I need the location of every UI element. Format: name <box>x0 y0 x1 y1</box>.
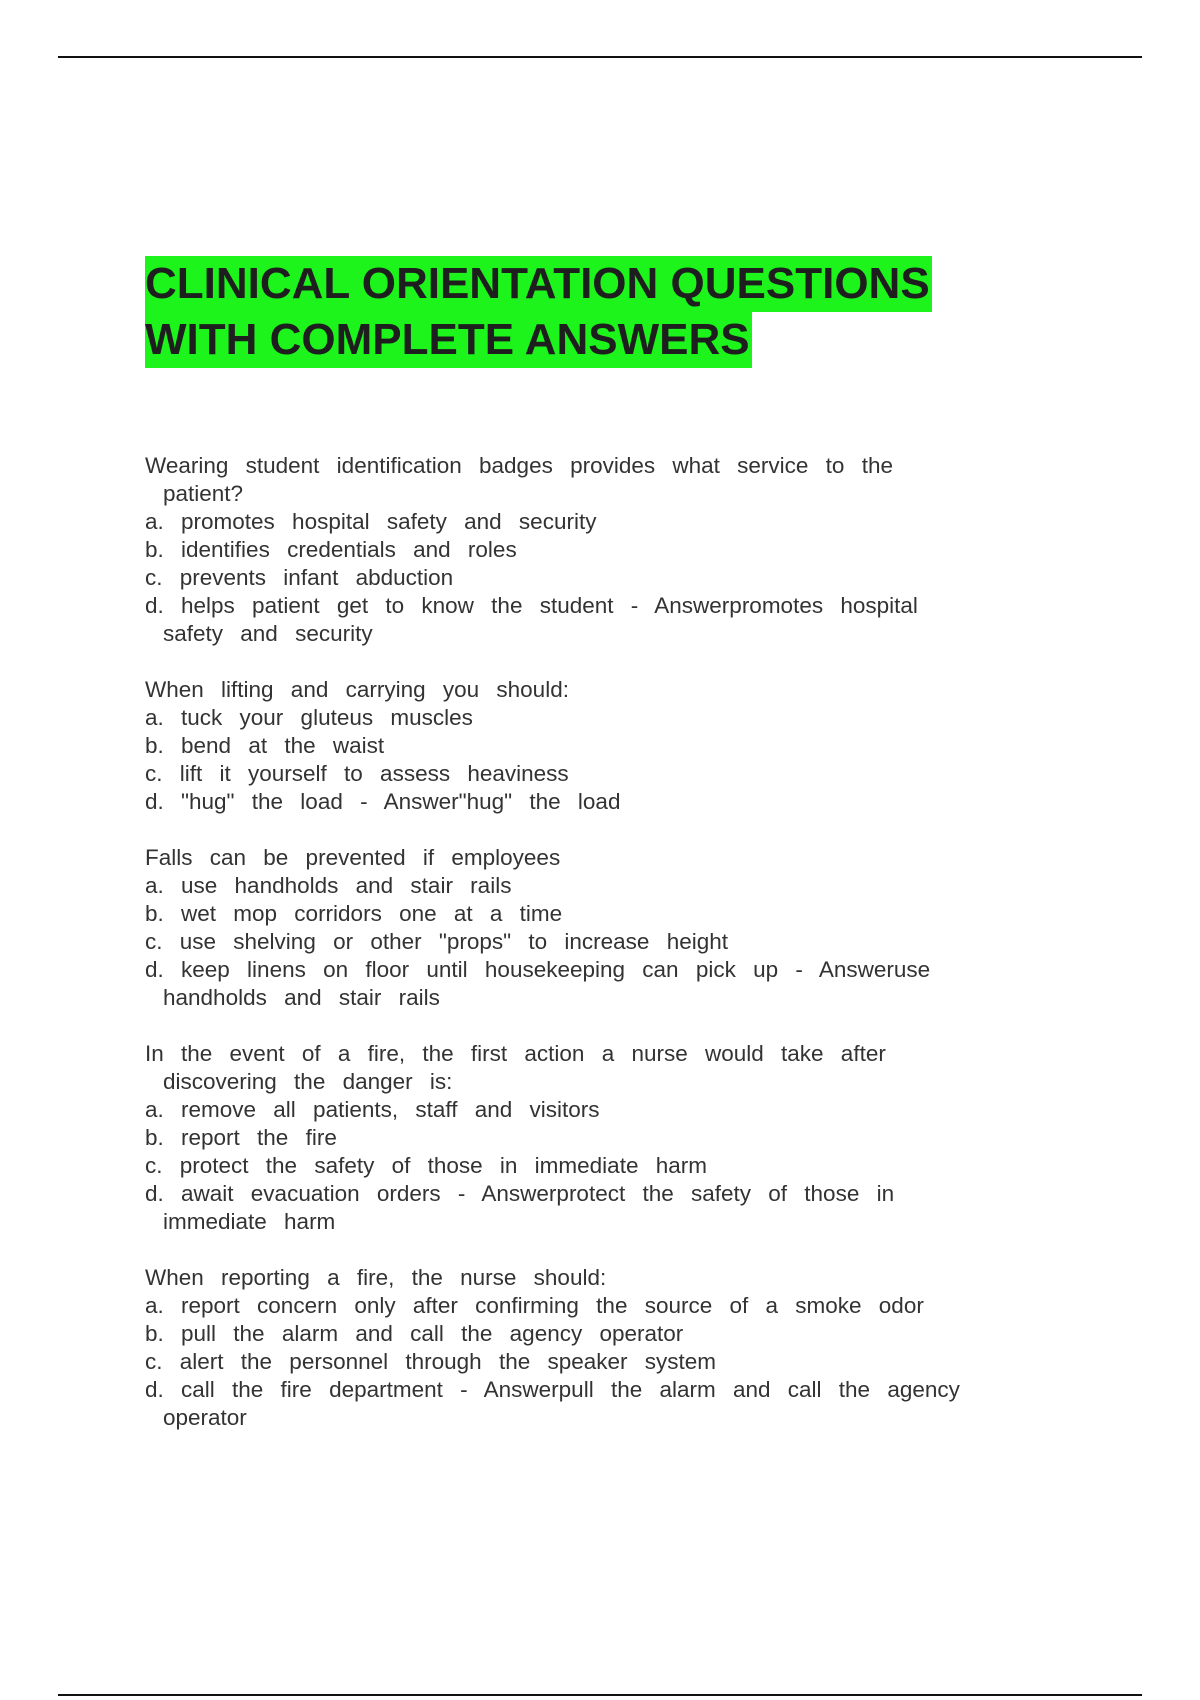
question-list <box>145 452 1075 1460</box>
option-b: b. bend at the waist <box>145 733 385 758</box>
option-d-with-answer: d. call the fire department - Answerpull the alarm and call the agency <box>145 1377 960 1402</box>
option-a: a. use handholds and stair rails <box>145 873 512 898</box>
answer-continued: safety and security <box>163 621 373 646</box>
option-b: b. wet mop corridors one at a time <box>145 901 563 926</box>
option-c: c. protect the safety of those in immediate harm <box>145 1153 707 1178</box>
option-c: c. prevents infant abduction <box>145 565 454 590</box>
option-c: c. use shelving or other "props" to increase height <box>145 929 728 954</box>
title-line-2: WITH COMPLETE ANSWERS <box>145 312 752 368</box>
option-b: b. pull the alarm and call the agency operator <box>145 1321 684 1346</box>
question-stem: When lifting and carrying you should: <box>145 677 569 702</box>
question-1 <box>145 452 1075 648</box>
question-3 <box>145 844 1075 1012</box>
option-d-with-answer: d. "hug" the load - Answer"hug" the load <box>145 789 621 814</box>
question-stem: When reporting a fire, the nurse should: <box>145 1265 607 1290</box>
answer-continued: immediate harm <box>163 1209 336 1234</box>
option-b: b. identifies credentials and roles <box>145 537 517 562</box>
answer-continued: operator <box>163 1405 247 1430</box>
option-c: c. alert the personnel through the speaker system <box>145 1349 717 1374</box>
question-4 <box>145 1040 1075 1236</box>
bottom-rule <box>58 1694 1142 1696</box>
top-rule <box>58 56 1142 58</box>
question-2 <box>145 676 1075 816</box>
option-c: c. lift it yourself to assess heaviness <box>145 761 569 786</box>
option-b: b. report the fire <box>145 1125 337 1150</box>
option-d-with-answer: d. helps patient get to know the student - Answerpromotes hospital <box>145 593 918 618</box>
option-a: a. promotes hospital safety and security <box>145 509 597 534</box>
option-d-with-answer: d. keep linens on floor until housekeeping can pick up - Answeruse <box>145 957 931 982</box>
question-5 <box>145 1264 1075 1432</box>
question-stem-continued: discovering the danger is: <box>163 1069 453 1094</box>
title-line-1: CLINICAL ORIENTATION QUESTIONS <box>145 256 932 312</box>
option-a: a. remove all patients, staff and visitors <box>145 1097 600 1122</box>
option-a: a. report concern only after confirming the source of a smoke odor <box>145 1293 924 1318</box>
question-stem: Falls can be prevented if employees <box>145 845 561 870</box>
answer-continued: handholds and stair rails <box>163 985 440 1010</box>
page-title <box>145 256 932 368</box>
option-d-with-answer: d. await evacuation orders - Answerprotect the safety of those in <box>145 1181 895 1206</box>
option-a: a. tuck your gluteus muscles <box>145 705 473 730</box>
question-stem: Wearing student identification badges provides what service to the <box>145 453 893 478</box>
question-stem-continued: patient? <box>163 481 244 506</box>
question-stem: In the event of a fire, the first action a nurse would take after <box>145 1041 886 1066</box>
